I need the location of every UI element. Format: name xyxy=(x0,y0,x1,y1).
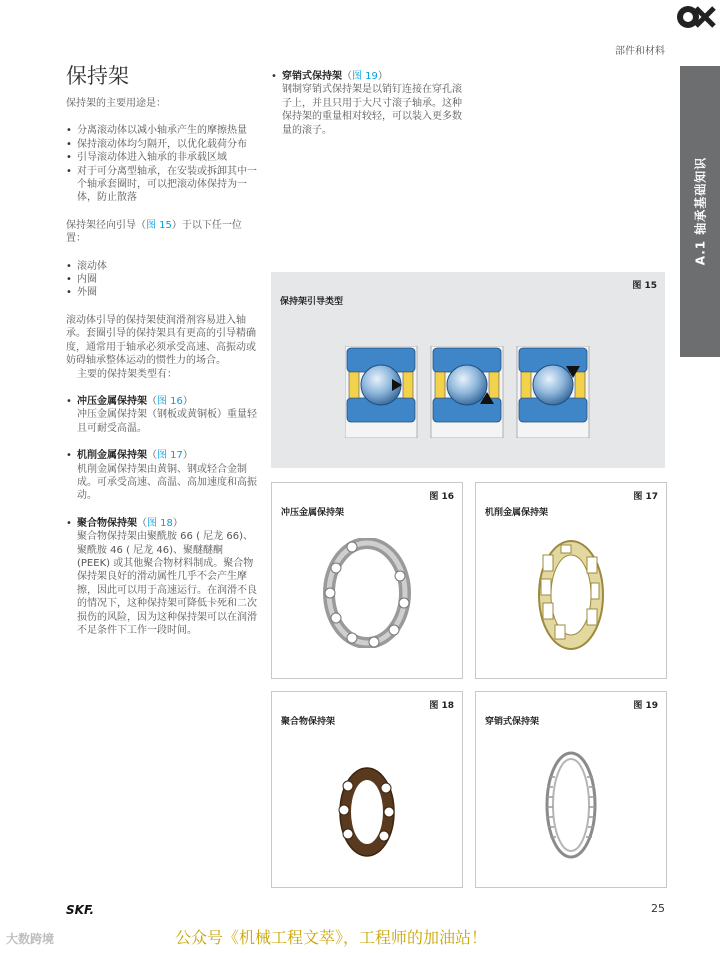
brand-logo xyxy=(674,2,716,32)
figure-number: 图 19 xyxy=(633,701,658,711)
list-item: • 穿销式保持架（图 19） 钢制穿销式保持架是以销钉连接在穿孔滚子上，并且只用于大尺寸滚子轴承。这种保持架的重量相对较轻，可以装入更多数量的滚子。 xyxy=(271,70,466,137)
right-column xyxy=(271,70,466,137)
left-column xyxy=(66,97,258,637)
figure-title: 冲压金属保持架 xyxy=(281,508,345,518)
figure-number: 图 15 xyxy=(632,281,657,291)
guide-text: 保持架径向引导（图 15）于以下任一位置： xyxy=(66,219,242,245)
fig17-link[interactable]: 图 17 xyxy=(157,450,183,462)
figure-title: 机削金属保持架 xyxy=(485,508,549,518)
pin-type-list xyxy=(271,70,466,137)
skf-logo: SKF. xyxy=(66,903,95,917)
figure-15 xyxy=(271,272,665,468)
side-tab-label: A.1 轴承基础知识 xyxy=(693,156,708,266)
list-item: • 聚合物保持架（图 18） 聚合物保持架由聚酰胺 66 ( 尼龙 66)、聚酰胺 46 ( 尼龙 46)、聚醚醚酮 (PEEK) 或其他聚合物材料制成。聚合物保持架良好的滑动属性几乎不会产生摩擦，因此可以用于高速运行。在润滑不良的情况下，这种保持架可降低卡死和二次损伤的风险，因为这种保持架可以在润滑不足条件下工作一段时间。 xyxy=(66,517,258,638)
pin-cage-image xyxy=(542,747,600,863)
guide-paragraph: 滚动体引导的保持架使润滑剂容易进入轴承。套圈引导的保持架具有更高的引导精确度，通常用于轴承必须承受高速、高振动或妨碍轴承整体运动的惯性力的场合。 xyxy=(66,314,256,367)
fig19-link[interactable]: 图 19 xyxy=(352,71,378,82)
figure-number: 图 17 xyxy=(633,492,658,502)
figure-18 xyxy=(271,691,463,888)
fig18-link[interactable]: 图 18 xyxy=(147,517,173,529)
intro-text: 保持架的主要用途是： xyxy=(66,98,166,109)
figure-17 xyxy=(475,482,667,679)
fig15-link[interactable]: 图 15 xyxy=(146,219,172,231)
uses-list xyxy=(66,124,258,204)
outer-ring-guided xyxy=(517,346,589,438)
page-number: 25 xyxy=(651,902,665,915)
section-label: 部件和材料 xyxy=(615,46,665,57)
chapter-side-tab[interactable] xyxy=(680,66,720,357)
corner-watermark: 大数跨境 xyxy=(6,932,55,946)
figure-19 xyxy=(475,691,667,888)
figure-number: 图 16 xyxy=(429,492,454,502)
figure-16 xyxy=(271,482,463,679)
types-intro: 主要的保持架类型有： xyxy=(77,368,177,380)
list-item: • 保持滚动体均匀隔开，以优化载荷分布 xyxy=(66,138,258,151)
rolling-element-guided xyxy=(345,346,417,438)
cage-guidance-diagram xyxy=(345,346,595,438)
guide-list xyxy=(66,260,258,300)
inner-ring-guided xyxy=(431,346,503,438)
figure-title: 保持架引导类型 xyxy=(280,297,344,307)
page-title: 保持架 xyxy=(66,64,129,88)
list-item: • 机削金属保持架（图 17） 机削金属保持架由黄铜、钢或轻合金制成。可承受高速、高温、高加速度和高振动。 xyxy=(66,449,258,503)
list-item: • 内圈 xyxy=(66,273,258,286)
list-item: • 引导滚动体进入轴承的非承载区域 xyxy=(66,151,258,164)
stamped-cage-image xyxy=(322,538,412,648)
list-item: • 分离滚动体以减小轴承产生的摩擦热量 xyxy=(66,124,258,137)
figure-title: 聚合物保持架 xyxy=(281,717,336,727)
machined-cage-image xyxy=(531,535,611,655)
cage-types-list xyxy=(66,395,258,638)
list-item: • 外圈 xyxy=(66,286,258,299)
list-item: • 滚动体 xyxy=(66,260,258,273)
fig16-link[interactable]: 图 16 xyxy=(157,395,183,407)
watermark-text: 公众号《机械工程文萃》，工程师的加油站！ xyxy=(175,928,488,947)
list-item: • 对于可分离型轴承，在安装或拆卸其中一个轴承套圈时，可以把滚动体保持为一体，防止散落 xyxy=(66,165,258,205)
figure-number: 图 18 xyxy=(429,701,454,711)
list-item: • 冲压金属保持架（图 16） 冲压金属保持架（钢板或黄铜板）重量轻且可耐受高温。 xyxy=(66,395,258,435)
polymer-cage-image xyxy=(334,764,400,860)
figure-title: 穿销式保持架 xyxy=(485,717,540,727)
